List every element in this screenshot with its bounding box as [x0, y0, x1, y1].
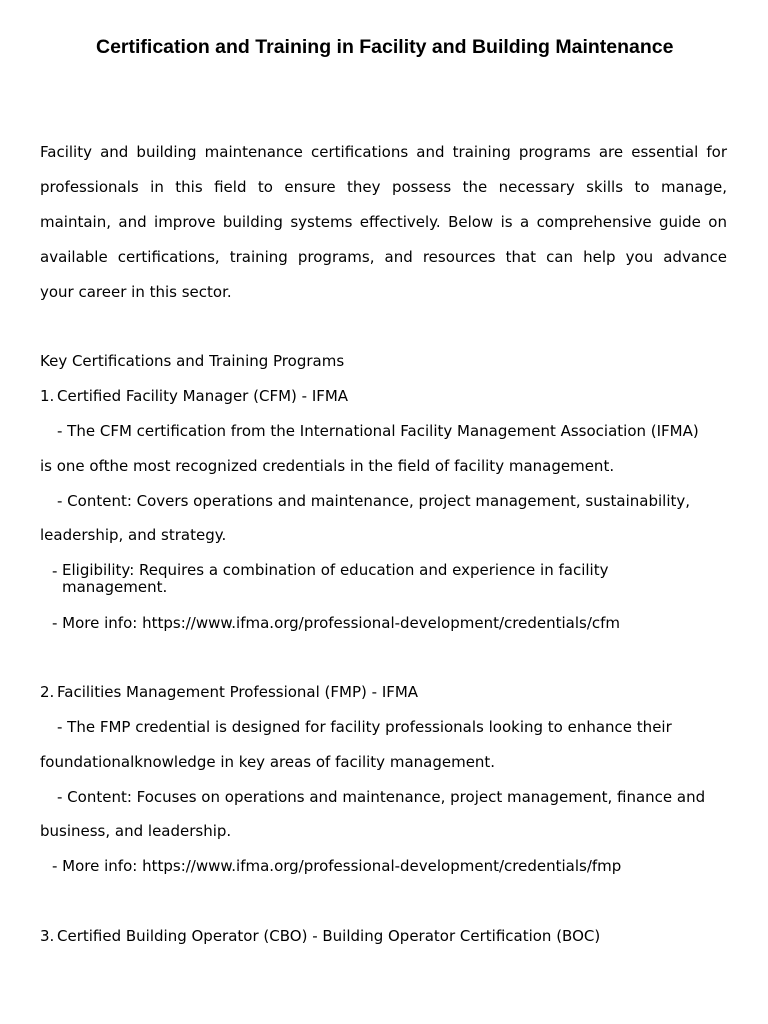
- cert2-more-info: - More info: https://www.ifma.org/professional-development/credentials/fmp: [52, 857, 622, 875]
- intro-line: Facility and building maintenance certifications and training programs are essential for: [40, 143, 727, 161]
- eligibility-dash: -: [52, 562, 58, 580]
- cert2-name: Facilities Management Professional (FMP) - IFMA: [57, 683, 419, 701]
- intro-line: available certifications, training programs, and resources that can help you advance: [40, 248, 727, 266]
- intro-line: maintain, and improve building systems effectively. Below is a comprehensive guide on: [40, 213, 727, 231]
- cert1-more-info: - More info: https://www.ifma.org/professional-development/credentials/cfm: [52, 614, 621, 632]
- cert3-number: 3.: [40, 927, 55, 945]
- document-title: Certification and Training in Facility and Building Maintenance: [96, 36, 674, 58]
- cert2-desc-cont: foundationalknowledge in key areas of facility management.: [40, 753, 496, 771]
- cert2-content: - Content: Focuses on operations and maintenance, project management, finance and: [57, 788, 706, 806]
- cert3-name: Certified Building Operator (CBO) - Building Operator Certification (BOC): [57, 927, 601, 945]
- cert1-desc-cont: is one ofthe most recognized credentials in the field of facility management.: [40, 457, 615, 475]
- cert1-heading: [40, 387, 348, 405]
- cert1-content-cont: leadership, and strategy.: [40, 526, 227, 544]
- cert2-heading: [40, 683, 418, 701]
- cert2-content-cont: business, and leadership.: [40, 822, 232, 840]
- cert1-name: Certified Facility Manager (CFM) - IFMA: [57, 387, 349, 405]
- cert3-heading: [40, 927, 600, 945]
- cert1-content: - Content: Covers operations and maintenance, project management, sustainability,: [57, 492, 691, 510]
- intro-line: your career in this sector.: [40, 283, 232, 301]
- cert1-number: 1.: [40, 387, 55, 405]
- cert1-eligibility: [52, 562, 652, 596]
- eligibility-text: Eligibility: Requires a combination of education and experience in facility management.: [62, 561, 609, 596]
- cert2-number: 2.: [40, 683, 55, 701]
- cert1-desc: - The CFM certification from the International Facility Management Association (IFMA): [57, 422, 699, 440]
- section-heading: Key Certifications and Training Programs: [40, 352, 345, 370]
- intro-line: professionals in this field to ensure they possess the necessary skills to manage,: [40, 178, 727, 196]
- cert2-desc: - The FMP credential is designed for facility professionals looking to enhance their: [57, 718, 672, 736]
